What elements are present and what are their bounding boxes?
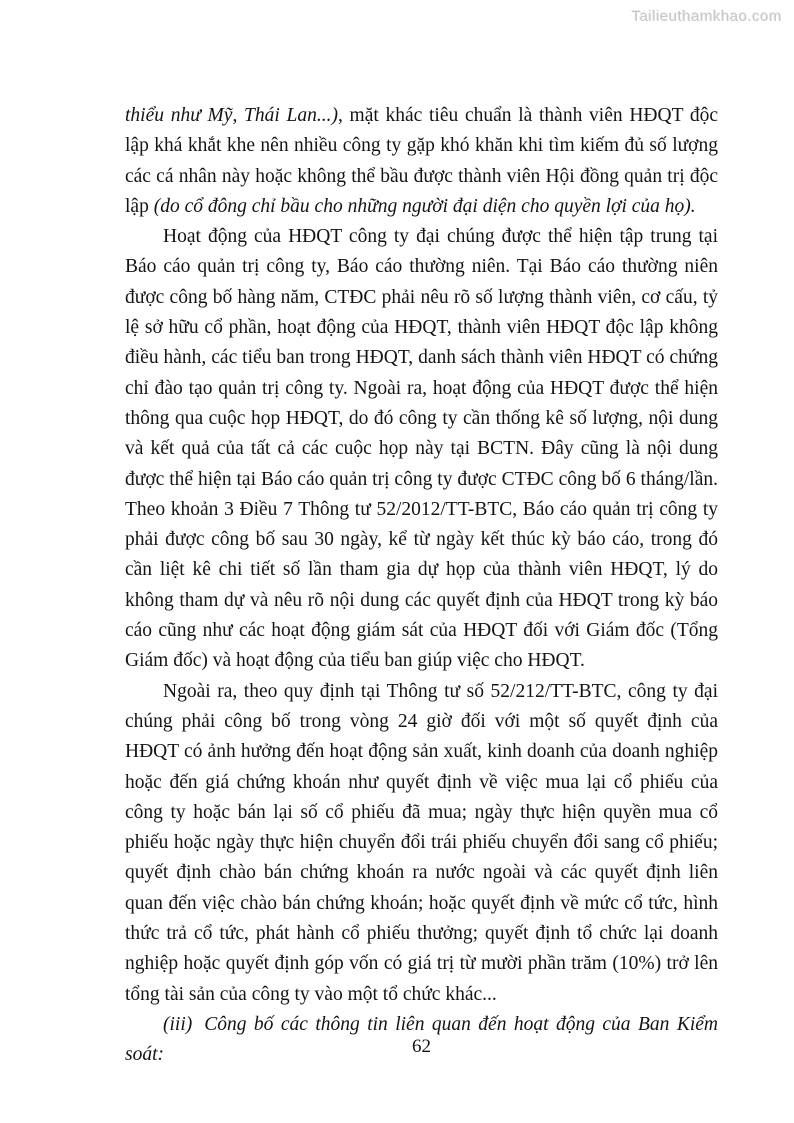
list-marker: (iii) <box>163 1013 193 1035</box>
text-run: Công bố các thông tin liên quan đến hoạt động của Ban Kiểm soát: <box>125 1013 718 1066</box>
document-body <box>125 101 718 1071</box>
paragraph <box>125 222 718 676</box>
page-number: 62 <box>412 1036 431 1057</box>
text-run: Hoạt động của HĐQT công ty đại chúng được thể hiện tập trung tại Báo cáo quản trị công ty, Báo cáo thường niên. Tại Báo cáo thường niên được công bố hàng năm, CTĐC phải nêu rõ số lượng thành viên, cơ cấu, tỷ lệ sở hữu cổ phần, hoạt động của HĐQT, thành viên HĐQT độc lập không điều hành, các tiểu ban trong HĐQT, danh sách thành viên HĐQT có chứng chỉ đào tạo quản trị công ty. Ngoài ra, hoạt động của HĐQT được thể hiện thông qua cuộc họp HĐQT, do đó công ty cần thống kê số lượng, nội dung và kết quả của tất cả các cuộc họp này tại BCTN. Đây cũng là nội dung được thể hiện tại Báo cáo quản trị công ty được CTĐC công bố 6 tháng/lần. Theo khoản 3 Điều 7 Thông tư 52/2012/TT-BTC, Báo cáo quản trị công ty phải được công bố sau 30 ngày, kể từ ngày kết thúc kỳ báo cáo, trong đó cần liệt kê chi tiết số lần tham gia dự họp của thành viên HĐQT, lý do không tham dự và nêu rõ nội dung các quyết định của HĐQT trong kỳ báo cáo cũng như các hoạt động giám sát của HĐQT đối với Giám đốc (Tổng Giám đốc) và hoạt động của tiểu ban giúp việc cho HĐQT. <box>125 226 718 672</box>
text-run: , mặt khác tiêu chuẩn là thành viên HĐQT độc lập khá khắt khe nên nhiều công ty gặp khó khăn khi tìm kiếm đủ số lượng các cá nhân này hoặc không thể bầu được thành viên Hội đồng quản trị độc lập <box>125 105 718 217</box>
watermark-text: Tailieuthamkhao.com <box>631 8 782 25</box>
text-run: thiểu như Mỹ, Thái Lan...) <box>125 105 338 126</box>
paragraph <box>125 101 718 222</box>
text-run: Ngoài ra, theo quy định tại Thông tư số 52/212/TT-BTC, công ty đại chúng phải công bố trong vòng 24 giờ đối với một số quyết định của HĐQT có ảnh hưởng đến hoạt động sản xuất, kinh doanh của doanh nghiệp hoặc đến giá chứng khoán như quyết định về việc mua lại cổ phiếu của công ty hoặc bán lại số cổ phiếu đã mua; ngày thực hiện quyền mua cổ phiếu hoặc ngày thực hiện chuyển đổi trái phiếu chuyển đổi sang cổ phiếu; quyết định chào bán chứng khoán ra nước ngoài và các quyết định liên quan đến việc chào bán chứng khoán; hoặc quyết định về mức cổ tức, hình thức trả cổ tức, phát hành cổ phiếu thưởng; quyết định tổ chức lại doanh nghiệp hoặc quyết định góp vốn có giá trị từ mười phần trăm (10%) trở lên tổng tài sản của công ty vào một tổ chức khác... <box>125 680 718 1005</box>
paragraph <box>125 677 718 1010</box>
text-run: (do cổ đông chỉ bầu cho những người đại diện cho quyền lợi của họ). <box>153 195 696 217</box>
